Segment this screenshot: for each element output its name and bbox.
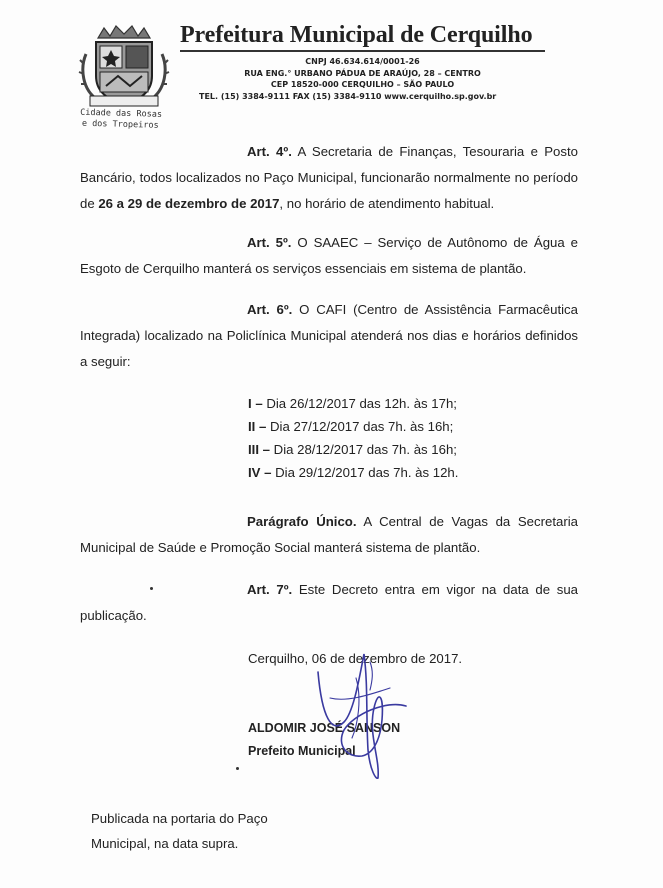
article-4-text-1: A Secretaria de Finanças, Tesouraria e Posto Bancário, todos localizados no Paço Municipal, funcionarão normalmente no período de xyxy=(80,144,578,211)
header-contact: TEL. (15) 3384-9111 FAX (15) 3384-9110 www.cerquilho.sp.gov.br xyxy=(199,92,497,101)
article-6-label: Art. 6º. xyxy=(247,302,293,317)
motto-line-2: e dos Tropeiros xyxy=(81,118,159,131)
page-title: Prefeitura Municipal de Cerquilho xyxy=(180,22,533,48)
article-5-label: Art. 5º. xyxy=(247,235,292,250)
publication-line-1: Publicada na portaria do Paço xyxy=(91,811,268,826)
header-cnpj: CNPJ 46.634.614/0001-26 xyxy=(305,57,420,66)
inciso-item: I – Dia 26/12/2017 das 12h. às 17h; xyxy=(248,396,457,411)
article-7 xyxy=(80,577,578,629)
inciso-item: IV – Dia 29/12/2017 das 7h. às 12h. xyxy=(248,465,459,480)
place-and-date: Cerquilho, 06 de dezembro de 2017. xyxy=(248,651,463,666)
publication-line-2: Municipal, na data supra. xyxy=(91,836,239,851)
header-address: RUA ENG.° URBANO PÁDUA DE ARAÚJO, 28 – CENTRO xyxy=(244,69,481,78)
signer-title: Prefeito Municipal xyxy=(248,744,356,758)
header-cep: CEP 18520-000 CERQUILHO – SÃO PAULO xyxy=(270,80,455,89)
city-motto xyxy=(80,108,181,133)
inciso-item: II – Dia 27/12/2017 das 7h. às 16h; xyxy=(248,419,454,434)
motto-line-1: Cidade das Rosas xyxy=(80,107,163,120)
article-7-text: Este Decreto entra em vigor na data de sua publicação. xyxy=(80,582,578,623)
scan-speck xyxy=(150,587,153,590)
inciso-item: III – Dia 28/12/2017 das 7h. às 16h; xyxy=(248,442,457,457)
article-5 xyxy=(80,230,578,282)
article-4-label: Art. 4º. xyxy=(247,144,292,159)
title-underline xyxy=(180,50,545,52)
sole-paragraph-label: Parágrafo Único. xyxy=(247,514,357,529)
article-4-text-2: , no horário de atendimento habitual. xyxy=(279,196,495,211)
sole-paragraph-text: A Central de Vagas da Secretaria Municipal de Saúde e Promoção Social manterá sistema de plantão. xyxy=(80,514,578,555)
article-4 xyxy=(80,139,578,217)
article-5-text: O SAAEC – Serviço de Autônomo de Água e Esgoto de Cerquilho manterá os serviços essenciais em sistema de plantão. xyxy=(80,235,578,276)
article-7-label: Art. 7º. xyxy=(247,582,293,597)
signer-name: ALDOMIR JOSÉ SANSON xyxy=(248,721,401,735)
sole-paragraph xyxy=(80,509,578,561)
municipal-coat-of-arms xyxy=(78,20,170,112)
article-6 xyxy=(80,297,578,375)
article-4-dates: 26 a 29 de dezembro de 2017 xyxy=(98,196,280,211)
scan-speck xyxy=(236,767,239,770)
article-6-text: O CAFI (Centro de Assistência Farmacêutica Integrada) localizado na Policlínica Municipal atenderá nos dias e horários definidos a seguir: xyxy=(80,302,578,369)
